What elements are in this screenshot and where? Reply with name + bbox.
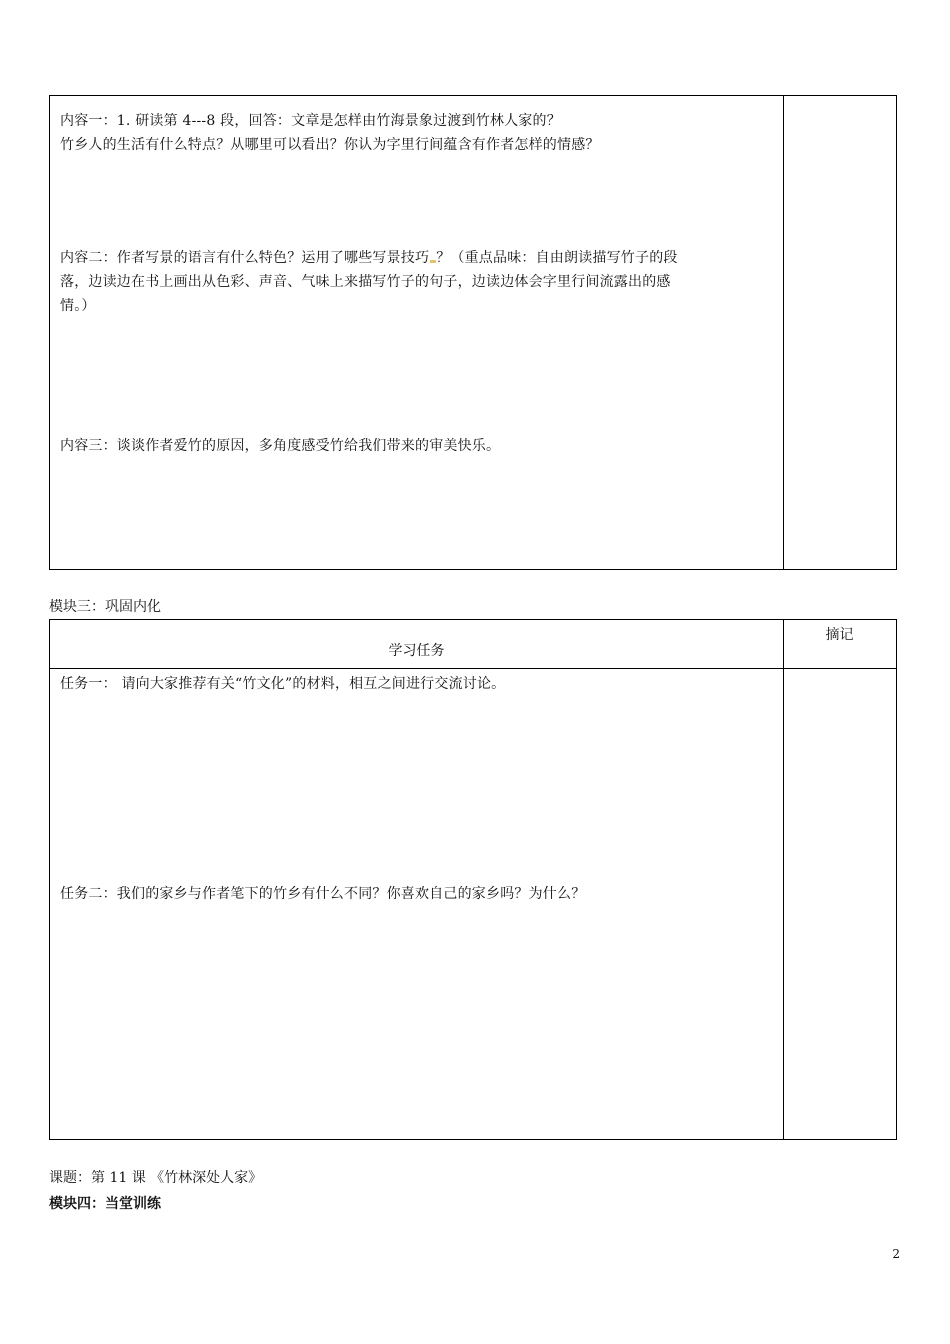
content-one-line-1: 内容一：1. 研读第 4---8 段，回答：文章是怎样由竹海景象过渡到竹林人家的？ <box>60 113 561 129</box>
task-one: 任务一： 请向大家推荐有关“竹文化”的材料，相互之间进行交流讨论。 <box>60 676 506 692</box>
content-table <box>49 95 897 570</box>
content-three: 内容三：谈谈作者爱竹的原因，多角度感受竹给我们带来的审美快乐。 <box>60 438 501 454</box>
content-one-line-2: 竹乡人的生活有什么特点？从哪里可以看出？你认为字里行间蕴含有作者怎样的情感？ <box>60 137 600 153</box>
header-notes: 摘记 <box>825 627 854 643</box>
module-four-title: 模块四：当堂训练 <box>49 1196 161 1212</box>
column-divider <box>783 620 784 1139</box>
content-two <box>60 246 778 318</box>
content-two-line-2: 落，边读边在书上画出从色彩、声音、气味上来描写竹子的句子，边读边体会字里行间流露出的感 <box>60 274 671 290</box>
content-two-line-3: 情。） <box>60 298 96 314</box>
lesson-title: 课题：第 11 课 《竹林深处人家》 <box>49 1170 263 1186</box>
header-learning-task: 学习任务 <box>388 643 445 659</box>
module-three-title: 模块三：巩固内化 <box>49 599 161 615</box>
page-number: 2 <box>892 1247 900 1261</box>
header-divider <box>50 668 896 669</box>
content-one <box>60 109 778 157</box>
column-divider <box>783 96 784 569</box>
task-two: 任务二：我们的家乡与作者笔下的竹乡有什么不同？你喜欢自己的家乡吗？为什么？ <box>60 886 586 902</box>
content-two-line-1: 内容二：作者写景的语言有什么特色？运用了哪些写景技巧 ？（重点品味：自由朗读描写竹子的段 <box>60 250 678 266</box>
task-table <box>49 619 897 1140</box>
